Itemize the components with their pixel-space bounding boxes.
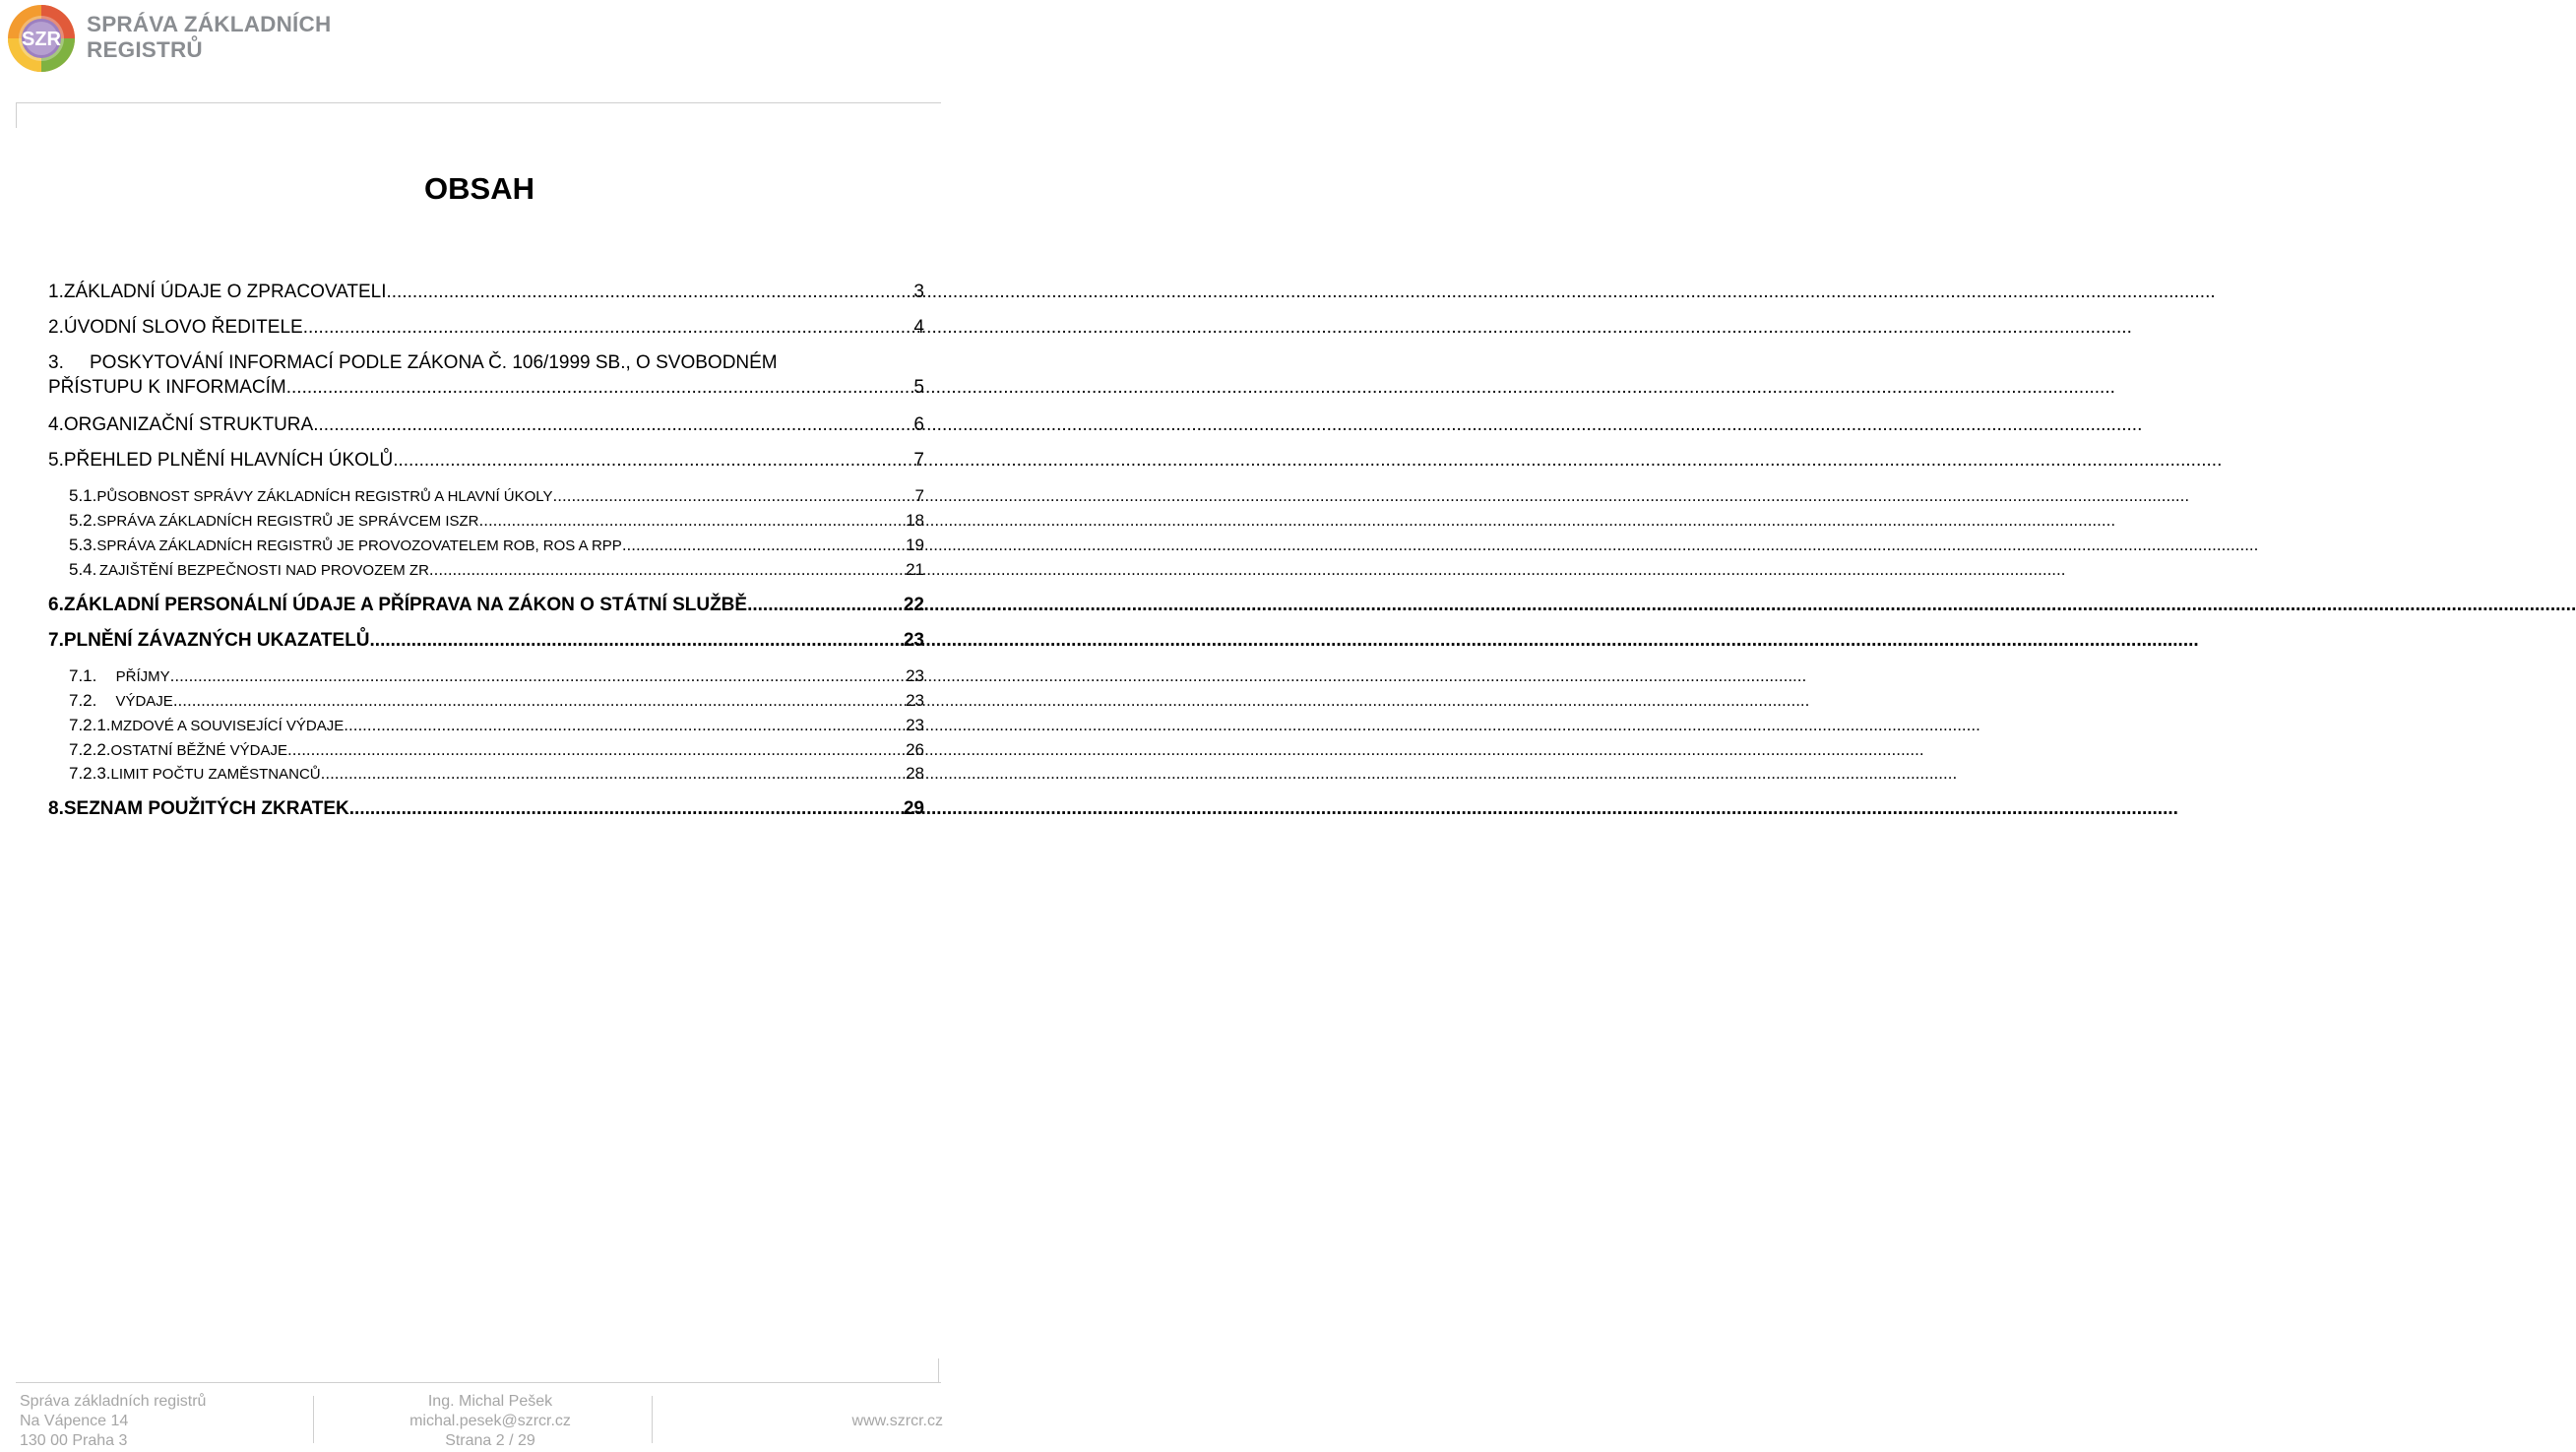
toc-text: POSKYTOVÁNÍ INFORMACÍ PODLE ZÁKONA Č. 106/1999 SB., O SVOBODNÉM xyxy=(90,352,778,373)
toc-page: 7 xyxy=(914,486,924,505)
toc-entry-5-4[interactable] xyxy=(69,560,924,580)
toc-entry-4[interactable] xyxy=(48,414,924,436)
toc-text: PLNĚNÍ ZÁVAZNÝCH UKAZATELŮ xyxy=(63,630,370,651)
toc-text: OSTATNÍ BĚŽNÉ VÝDAJE xyxy=(110,742,288,759)
footer-org: Správa základních registrů xyxy=(20,1393,207,1410)
toc-number: 4. xyxy=(48,414,64,435)
toc-number: 5. xyxy=(48,450,64,471)
footer-website[interactable]: www.szrcr.cz xyxy=(851,1413,943,1429)
toc-page: 23 xyxy=(906,666,924,685)
toc-text: ZAJIŠTĚNÍ BEZPEČNOSTI NAD PROVOZEM ZR xyxy=(98,562,429,579)
toc-leader xyxy=(349,798,904,820)
toc-page: 28 xyxy=(906,764,924,783)
footer-separator xyxy=(313,1396,314,1443)
toc-number: 7.2.2. xyxy=(69,740,111,759)
footer-city: 130 00 Praha 3 xyxy=(20,1432,128,1449)
toc-entry-2[interactable] xyxy=(48,317,924,339)
toc-page: 23 xyxy=(906,691,924,710)
toc-text: MZDOVÉ A SOUVISEJÍCÍ VÝDAJE xyxy=(110,718,345,734)
toc-text: PŮSOBNOST SPRÁVY ZÁKLADNÍCH REGISTRŮ A HLAVNÍ ÚKOLY xyxy=(96,488,553,505)
footer-contact xyxy=(392,1392,589,1451)
toc-leader xyxy=(303,317,914,339)
toc-page: 6 xyxy=(913,414,924,435)
header-divider xyxy=(16,102,941,103)
toc-entry-7-2-2[interactable] xyxy=(69,740,924,760)
toc-number: 5.4. xyxy=(69,560,97,579)
toc-page: 26 xyxy=(906,740,924,759)
toc-entry-1[interactable] xyxy=(48,282,924,303)
footer-street: Na Vápence 14 xyxy=(20,1413,129,1429)
toc-text: PŘEHLED PLNĚNÍ HLAVNÍCH ÚKOLŮ xyxy=(63,450,394,471)
toc-entry-7-1[interactable] xyxy=(69,666,924,686)
toc-text: VÝDAJE xyxy=(115,693,173,710)
toc-page: 29 xyxy=(903,798,924,819)
toc-page: 22 xyxy=(903,595,924,615)
toc-leader xyxy=(479,511,907,531)
toc-number: 6. xyxy=(48,595,64,615)
toc-number: 5.2. xyxy=(69,511,97,530)
toc-number: 2. xyxy=(48,317,64,338)
toc-leader xyxy=(344,716,906,735)
toc-number: 5.3. xyxy=(69,536,97,554)
toc-page: 5 xyxy=(913,377,924,398)
toc-page: 18 xyxy=(906,511,924,530)
toc-page: 3 xyxy=(913,282,924,302)
toc-leader xyxy=(387,282,914,303)
toc-entry-7-2-3[interactable] xyxy=(69,764,924,784)
toc-entry-7[interactable] xyxy=(48,630,924,652)
toc-leader xyxy=(393,450,913,472)
toc-leader xyxy=(170,666,906,686)
toc-number: 7.2.1. xyxy=(69,716,111,734)
toc-number: 7.2. xyxy=(69,691,97,710)
toc-leader xyxy=(553,486,915,506)
toc-number: 7.2.3. xyxy=(69,764,111,783)
toc-entry-7-2-1[interactable] xyxy=(69,716,924,735)
toc-text: ZÁKLADNÍ PERSONÁLNÍ ÚDAJE A PŘÍPRAVA NA ZÁKON O STÁTNÍ SLUŽBĚ xyxy=(63,595,748,615)
toc-text: SPRÁVA ZÁKLADNÍCH REGISTRŮ JE SPRÁVCEM ISZR xyxy=(96,513,479,530)
toc-leader xyxy=(429,560,906,580)
footer-web-column xyxy=(768,1392,943,1431)
toc-leader xyxy=(313,414,913,436)
toc-leader xyxy=(287,740,906,760)
toc-page: 19 xyxy=(906,536,924,554)
toc-number: 1. xyxy=(48,282,64,302)
toc-leader xyxy=(747,595,904,616)
toc-number: 3. xyxy=(48,352,64,373)
toc-number: 8. xyxy=(48,798,64,819)
toc-leader xyxy=(173,691,906,711)
toc-text: ÚVODNÍ SLOVO ŘEDITELE xyxy=(63,317,303,338)
brand-line-2: REGISTRŮ xyxy=(87,37,203,62)
toc-leader xyxy=(622,536,906,555)
footer-person: Ing. Michal Pešek xyxy=(427,1393,553,1410)
toc-page: 4 xyxy=(913,317,924,338)
footer-divider xyxy=(16,1382,941,1383)
toc-page: 7 xyxy=(913,450,924,471)
toc-number: 7. xyxy=(48,630,64,651)
toc-entry-3-line1[interactable] xyxy=(48,352,924,374)
toc-leader xyxy=(286,377,914,399)
footer-page-number: Strana 2 / 29 xyxy=(445,1432,535,1449)
toc-text: SPRÁVA ZÁKLADNÍCH REGISTRŮ JE PROVOZOVATELEM ROB, ROS A RPP xyxy=(96,537,622,554)
svg-text:SZR: SZR xyxy=(22,29,61,50)
toc-entry-5[interactable] xyxy=(48,450,924,472)
toc-text: SEZNAM POUŽITÝCH ZKRATEK xyxy=(63,798,349,819)
toc-text: ZÁKLADNÍ ÚDAJE O ZPRACOVATELI xyxy=(63,282,387,302)
toc-entry-3-line2[interactable] xyxy=(48,377,924,399)
toc-page: 23 xyxy=(903,630,924,651)
szr-logo xyxy=(6,3,77,74)
toc-number: 7.1. xyxy=(69,666,97,685)
toc-entry-7-2[interactable] xyxy=(69,691,924,711)
toc-page: 23 xyxy=(906,716,924,734)
page-title: OBSAH xyxy=(424,171,534,206)
footer-address xyxy=(20,1392,206,1451)
brand-name xyxy=(87,12,331,63)
toc-leader xyxy=(370,630,904,652)
toc-text: PŘÍSTUPU K INFORMACÍM xyxy=(48,377,286,398)
footer-email[interactable]: michal.pesek@szrcr.cz xyxy=(409,1413,571,1429)
toc-text: PŘÍJMY xyxy=(115,668,170,685)
footer-corner-mark xyxy=(938,1358,939,1382)
toc-number: 5.1. xyxy=(69,486,97,505)
footer-separator xyxy=(652,1396,653,1443)
toc-entry-5-2[interactable] xyxy=(69,511,924,531)
brand-line-1: SPRÁVA ZÁKLADNÍCH xyxy=(87,12,332,36)
header-corner-mark xyxy=(16,102,17,128)
toc-page: 21 xyxy=(906,560,924,579)
toc-leader xyxy=(321,764,906,784)
toc-text: LIMIT POČTU ZAMĚSTNANCŮ xyxy=(110,766,321,783)
toc-entry-8[interactable] xyxy=(48,798,924,820)
toc-entry-6[interactable] xyxy=(48,595,924,616)
toc-text: ORGANIZAČNÍ STRUKTURA xyxy=(63,414,314,435)
toc-entry-5-3[interactable] xyxy=(69,536,924,555)
toc-entry-5-1[interactable] xyxy=(69,486,924,506)
